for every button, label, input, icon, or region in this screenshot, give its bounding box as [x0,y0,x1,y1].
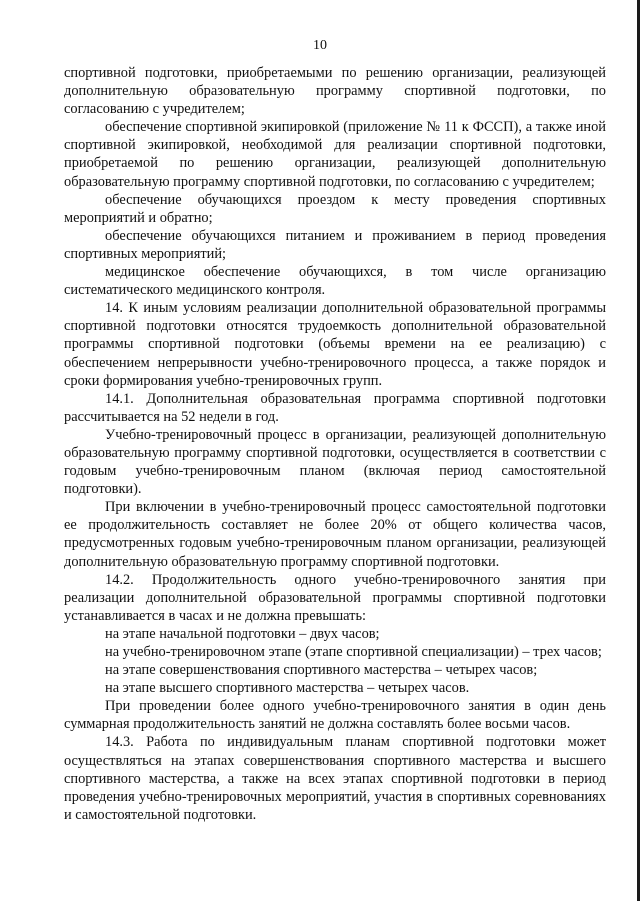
paragraph-travel: обеспечение обучающихся проездом к месту проведения спортивных мероприятий и обратно; [64,191,606,226]
page-number: 10 [313,38,327,53]
paragraph-daily-limit: При проведении более одного учебно-тренировочного занятия в один день суммарная продолжительность занятий не должна составлять более восьми часов. [64,698,606,733]
document-body [64,64,606,824]
paragraph-training-process: Учебно-тренировочный процесс в организации, реализующей дополнительную образовательную программу спортивной подготовки, осуществляется в соответствии с годовым учебно-тренировочным планом (включая период самостоятельной подготовки). [64,426,606,498]
list-item-initial-stage: на этапе начальной подготовки – двух часов; [105,625,380,642]
list-item-improvement-stage: на этапе совершенствования спортивного мастерства – четырех часов; [105,662,538,679]
paragraph-continuation: спортивной подготовки, приобретаемыми по решению организации, реализующей дополнительную образовательную программу спортивной подготовки, по согласованию с учредителем; [64,65,606,118]
paragraph-equipment: обеспечение спортивной экипировкой (приложение № 11 к ФССП), а также иной спортивной экипировкой, необходимой для реализации спортивной подготовки, приобретаемой по решению организации, реализующей дополнительную образовательную программу спортивной подготовки, по согласованию с учредителем; [64,119,606,190]
paragraph-14-1: 14.1. Дополнительная образовательная программа спортивной подготовки рассчитывается на 52 недели в год. [64,390,606,425]
list-item-higher-stage: на этапе высшего спортивного мастерства – четырех часов. [105,680,470,697]
paragraph-medical: медицинское обеспечение обучающихся, в том числе организацию систематического медицинского контроля. [64,264,606,299]
list-item-training-stage: на учебно-тренировочном этапе (этапе спортивной специализации) – трех часов; [105,644,602,660]
paragraph-14: 14. К иным условиям реализации дополнительной образовательной программы спортивной подготовки относятся трудоемкость дополнительной образовательной программы спортивной подготовки (объемы времени на ее реализацию) с обеспечением непрерывности учебно-тренировочного процесса, а также порядок и сроки формирования учебно-тренировочных групп. [64,300,606,389]
paragraph-self-training: При включении в учебно-тренировочный процесс самостоятельной подготовки ее продолжительность составляет не более 20% от общего количества часов, предусмотренных годовым учебно-тренировочным планом организации, реализующей дополнительную образовательную программу спортивной подготовки. [64,499,606,570]
paragraph-14-3: 14.3. Работа по индивидуальным планам спортивной подготовки может осуществляться на этапах совершенствования спортивного мастерства и высшего спортивного мастерства, а также на всех этапах спортивной подготовки в период проведения учебно-тренировочных мероприятий, участия в спортивных соревнованиях и самостоятельной подготовки. [64,734,606,823]
paragraph-meals: обеспечение обучающихся питанием и проживанием в период проведения спортивных мероприятий; [64,227,606,262]
paragraph-14-2: 14.2. Продолжительность одного учебно-тренировочного занятия при реализации дополнительной образовательной программы спортивной подготовки устанавливается в часах и не должна превышать: [64,571,606,624]
